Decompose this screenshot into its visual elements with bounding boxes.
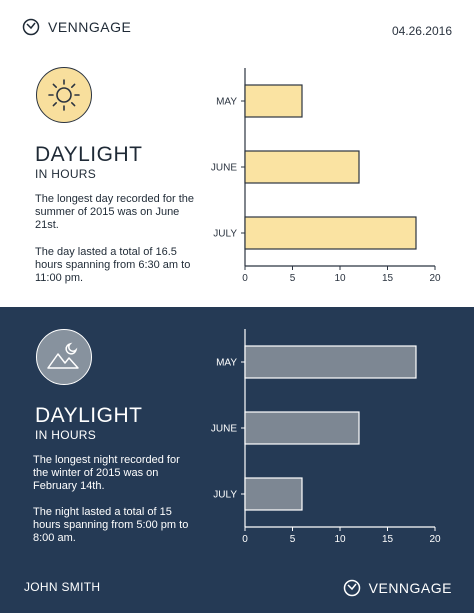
x-tick-label: 0 bbox=[242, 273, 248, 284]
x-tick-label: 15 bbox=[381, 534, 394, 545]
category-label: JUNE bbox=[210, 162, 237, 174]
x-tick-label: 5 bbox=[289, 534, 296, 545]
moon-mountain-icon bbox=[36, 329, 92, 385]
author-name: JOHN SMITH bbox=[24, 580, 101, 594]
bar-may bbox=[245, 346, 416, 378]
x-tick-label: 5 bbox=[289, 273, 296, 284]
winter-section bbox=[0, 307, 474, 613]
bar-july bbox=[245, 217, 416, 249]
category-label: JUNE bbox=[210, 423, 237, 435]
category-label: MAY bbox=[216, 357, 237, 369]
category-label: JULY bbox=[213, 489, 237, 501]
x-tick-label: 10 bbox=[334, 534, 346, 545]
x-tick-label: 20 bbox=[429, 273, 441, 284]
x-tick-label: 20 bbox=[429, 534, 441, 545]
category-label: MAY bbox=[216, 96, 237, 108]
bar-may bbox=[245, 85, 302, 117]
winter-paragraph-2: The night lasted a total of 15 hours spanning from 5:00 pm to 8:00 am. bbox=[33, 506, 189, 544]
summer-paragraph-2: The day lasted a total of 16.5 hours spanning from 6:30 am to 11:00 pm. bbox=[35, 246, 191, 284]
summer-daylight-chart bbox=[195, 62, 455, 290]
moon-mountain-glyph bbox=[45, 340, 83, 374]
x-tick-label: 0 bbox=[242, 534, 248, 545]
venngage-logo-icon bbox=[343, 579, 361, 597]
x-tick-label: 15 bbox=[381, 273, 394, 284]
brand-name: VENNGAGE bbox=[48, 19, 132, 35]
sun-icon bbox=[36, 67, 92, 123]
report-date: 04.26.2016 bbox=[391, 24, 452, 38]
winter-subtitle: IN HOURS bbox=[35, 428, 97, 442]
winter-daylight-chart bbox=[195, 323, 455, 551]
summer-subtitle: IN HOURS bbox=[35, 167, 97, 181]
bar-july bbox=[245, 478, 302, 510]
sun-glyph bbox=[47, 78, 81, 112]
x-tick-label: 10 bbox=[334, 273, 346, 284]
summer-paragraph-1: The longest day recorded for the summer of 2015 was on June 21st. bbox=[35, 193, 194, 231]
category-label: JULY bbox=[213, 228, 237, 240]
winter-paragraph-1: The longest night recorded for the winter of 2015 was on February 14th. bbox=[33, 454, 180, 492]
brand-logo-bottom bbox=[343, 579, 452, 597]
winter-title: DAYLIGHT bbox=[35, 404, 143, 427]
bar-june bbox=[245, 412, 359, 444]
brand-name: VENNGAGE bbox=[368, 580, 452, 596]
venngage-logo-icon bbox=[22, 18, 40, 36]
summer-title: DAYLIGHT bbox=[35, 143, 143, 166]
bar-june bbox=[245, 151, 359, 183]
brand-logo-top bbox=[22, 18, 131, 36]
